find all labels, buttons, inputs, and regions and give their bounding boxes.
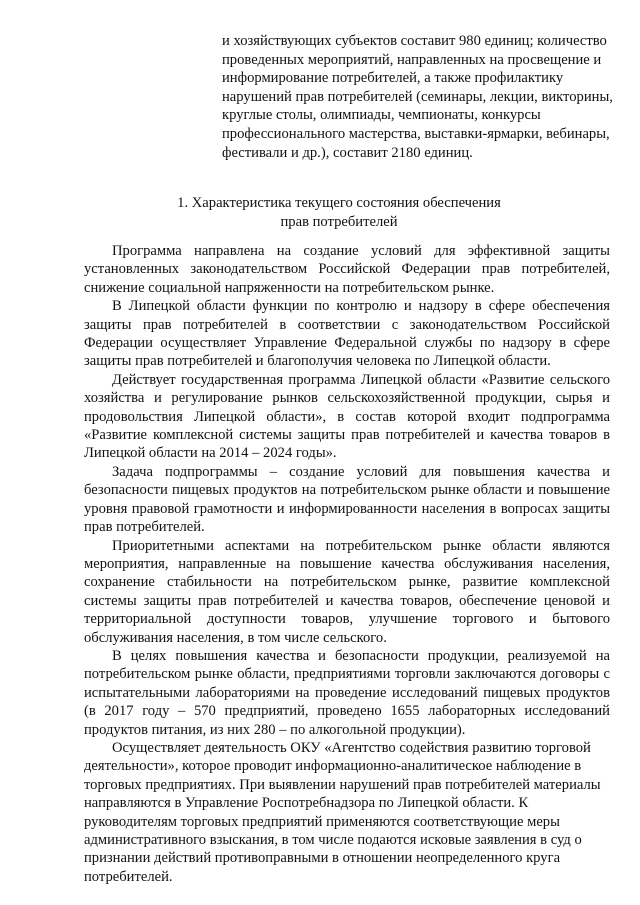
list-continuation-text: и хозяйствующих субъектов составит 980 единиц; количество проведенных мероприятий, направленных на просвещение и информирование потребителей, а также профилактику нарушений прав потребителей (семинары, лекции, викторины, круглые столы, олимпиады, чемпионаты, конкурсы профессионального мастерства, выставки-ярмарки, вебинары, фестивали и др.), составит 2180 единиц. [222, 33, 613, 161]
section-heading-line-1: 1. Характеристика текущего состояния обеспечения [177, 195, 501, 211]
paragraph-control-functions: В Липецкой области функции по контролю и надзору в сфере обеспечения защиты прав потребителей в соответствии с законодательством Российской Федерации осуществляет Управление Федеральной службы по надзору в сфере защиты прав потребителей и благополучия человека по Липецкой области. [84, 298, 610, 370]
paragraph-program-purpose: Программа направлена на создание условий для эффективной защиты установленных законодательством Российской Федерации прав потребителей, снижение социальной напряженности на потребительском рынке. [84, 243, 610, 296]
section-heading [84, 194, 594, 231]
paragraph-state-program: Действует государственная программа Липецкой области «Развитие сельского хозяйства и регулирование рынков сельскохозяйственной продукции, сырья и продовольствия Липецкой области», в состав которой входит подпрограмма «Развитие комплексной системы защиты прав потребителей и качества товаров в Липецкой области на 2014 – 2024 годы». [84, 371, 610, 462]
paragraph-quality-safety: В целях повышения качества и безопасности продукции, реализуемой на потребительском рынке области, предприятиями торговли заключаются договоры с испытательными лабораториями на проведение исследований пищевых продуктов (в 2017 году – 570 предприятий, проведено 1655 лабораторных исследований продуктов питания, из них 280 – по алкогольной продукции). [84, 647, 610, 738]
paragraph-trade-agency: Осуществляет деятельность ОКУ «Агентство содействия развитию торговой деятельности», которое проводит информационно-аналитическое наблюдение в торговых предприятиях. При выявлении нарушений прав потребителей материалы направляются в Управление Роспотребнадзора по Липецкой области. К руководителям торговых предприятий применяются соответствующие меры административного взыскания, в том числе подаются исковые заявления в суд о признании действий противоправными в отношении неопределенного круга потребителей. [84, 739, 601, 885]
paragraph-subprogram-task: Задача подпрограммы – создание условий для повышения качества и безопасности пищевых продуктов на потребительском рынке области и повышение уровня правовой грамотности и информированности населения в вопросах защиты прав потребителей. [84, 463, 610, 536]
body-text [84, 242, 610, 886]
paragraph-priority-aspects: Приоритетными аспектами на потребительском рынке области являются мероприятия, направленные на повышение качества обслуживания населения, сохранение стабильности на потребительском рынке, развитие комплексной системы защиты прав потребителей и качества товаров, обеспечение ценовой и территориальной доступности товаров, улучшение торгового и бытового обслуживания населения, в том числе сельского. [84, 537, 610, 646]
section-heading-line-2: прав потребителей [280, 213, 398, 230]
